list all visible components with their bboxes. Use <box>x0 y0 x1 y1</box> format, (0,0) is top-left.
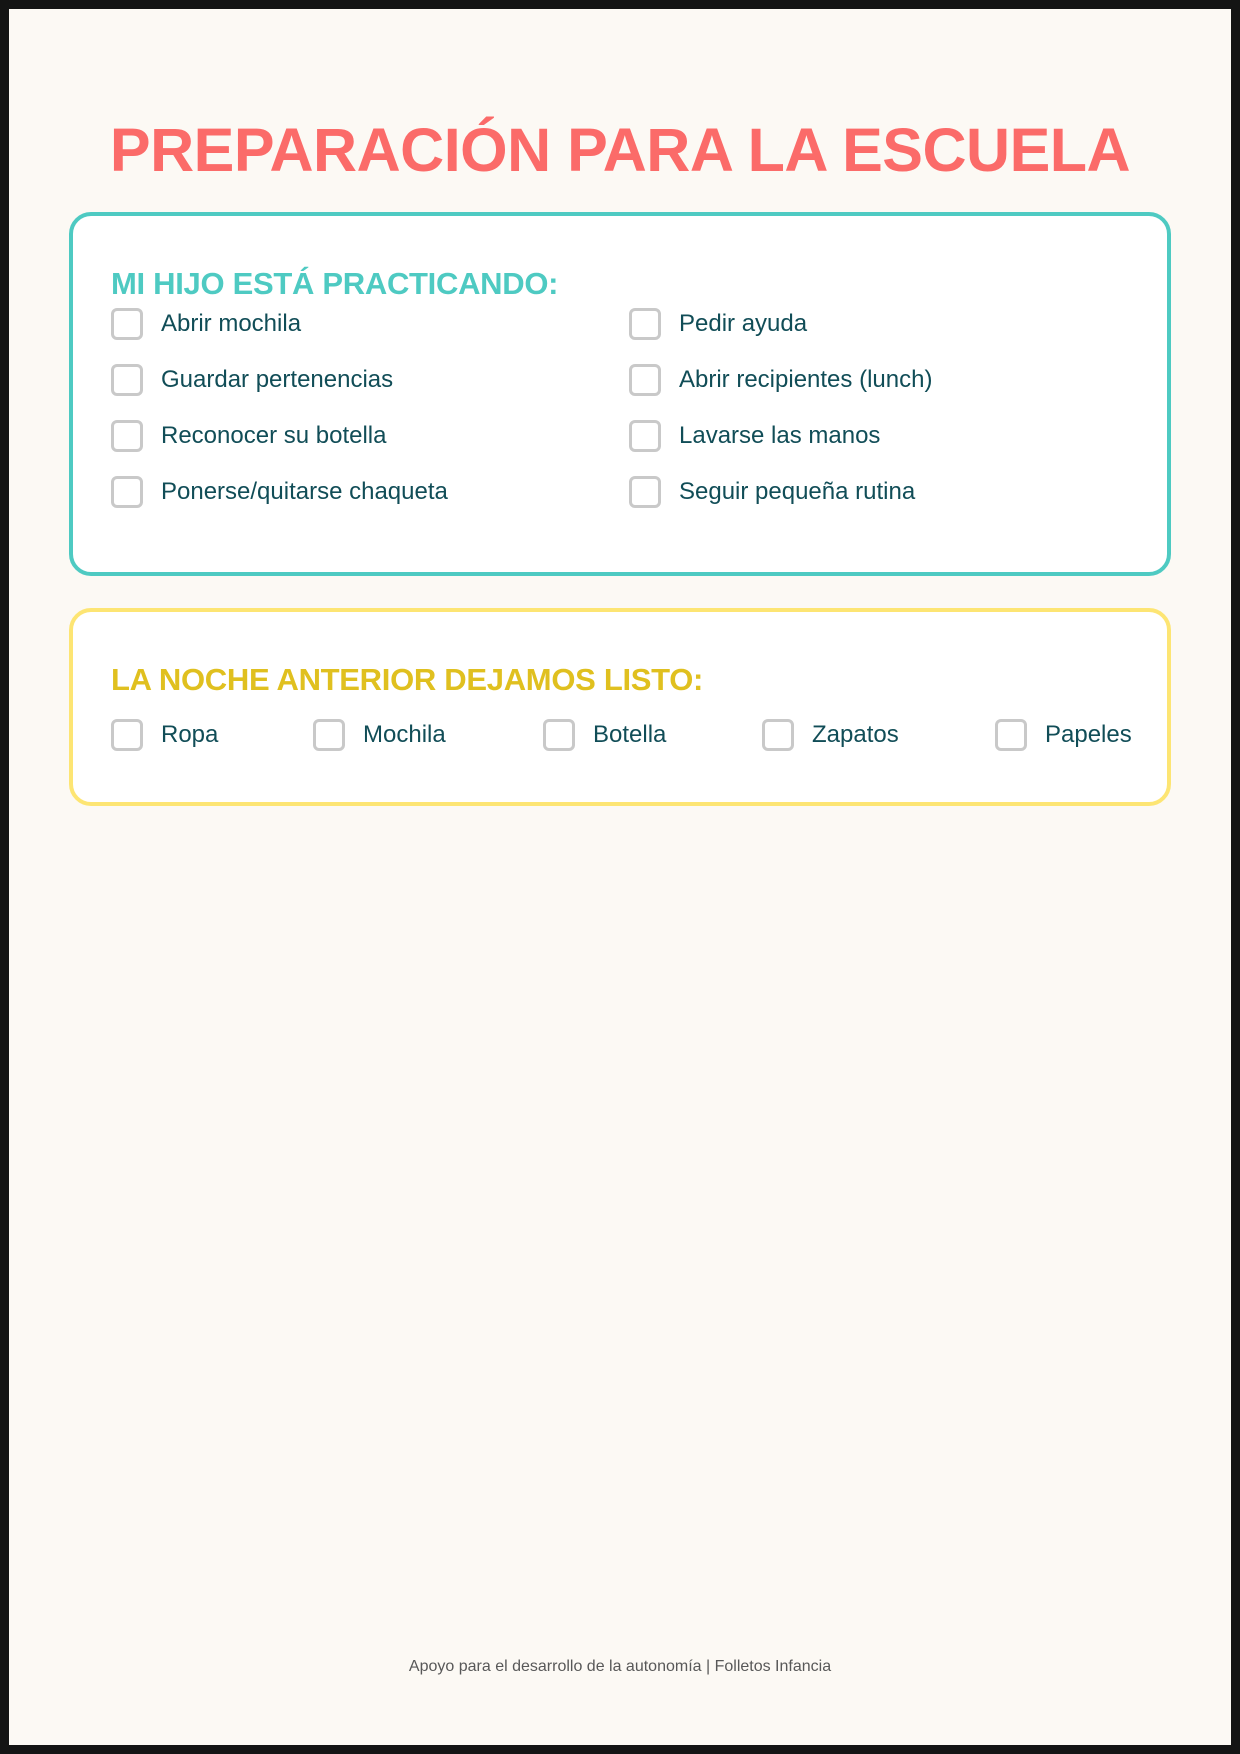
practice-card <box>69 212 1171 576</box>
checkbox[interactable] <box>629 420 661 452</box>
checklist-item[interactable] <box>995 717 1132 753</box>
checkbox-label: Botella <box>593 721 667 748</box>
checkbox[interactable] <box>762 719 794 751</box>
checkbox[interactable] <box>313 719 345 751</box>
checklist-item[interactable] <box>111 474 448 510</box>
checklist-item[interactable] <box>629 474 915 510</box>
checkbox[interactable] <box>111 476 143 508</box>
checkbox[interactable] <box>543 719 575 751</box>
night-before-card <box>69 608 1171 806</box>
checkbox-label: Guardar pertenencias <box>161 366 394 393</box>
checkbox-label: Ponerse/quitarse chaqueta <box>161 478 448 505</box>
checkbox[interactable] <box>111 308 143 340</box>
checklist-item[interactable] <box>111 418 386 454</box>
checklist-item[interactable] <box>111 362 393 398</box>
checkbox-label: Lavarse las manos <box>679 422 881 449</box>
night-before-heading: LA NOCHE ANTERIOR DEJAMOS LISTO: <box>111 662 704 697</box>
checkbox[interactable] <box>995 719 1027 751</box>
checklist-item[interactable] <box>111 306 301 342</box>
page-title: PREPARACIÓN PARA LA ESCUELA <box>109 116 1131 184</box>
checkbox[interactable] <box>111 719 143 751</box>
checkbox-label: Mochila <box>363 721 446 748</box>
checkbox-label: Papeles <box>1045 721 1132 748</box>
checkbox-label: Ropa <box>161 721 219 748</box>
practice-heading: MI HIJO ESTÁ PRACTICANDO: <box>111 266 559 301</box>
footer-text: Apoyo para el desarrollo de la autonomía | Folletos Infancia <box>408 1658 832 1675</box>
checkbox[interactable] <box>629 476 661 508</box>
checklist-item[interactable] <box>313 717 446 753</box>
checklist-item[interactable] <box>629 362 932 398</box>
checklist-item[interactable] <box>629 418 880 454</box>
checkbox-label: Seguir pequeña rutina <box>679 478 916 505</box>
page <box>9 9 1231 1745</box>
checkbox-label: Abrir recipientes (lunch) <box>679 366 933 393</box>
checkbox[interactable] <box>111 364 143 396</box>
checkbox-label: Zapatos <box>812 721 899 748</box>
checkbox-label: Pedir ayuda <box>679 310 808 337</box>
checkbox-label: Reconocer su botella <box>161 422 387 449</box>
checkbox[interactable] <box>111 420 143 452</box>
checkbox[interactable] <box>629 364 661 396</box>
checklist-item[interactable] <box>629 306 807 342</box>
checkbox[interactable] <box>629 308 661 340</box>
checklist-item[interactable] <box>762 717 899 753</box>
checklist-item[interactable] <box>111 717 218 753</box>
checkbox-label: Abrir mochila <box>161 310 302 337</box>
checklist-item[interactable] <box>543 717 666 753</box>
